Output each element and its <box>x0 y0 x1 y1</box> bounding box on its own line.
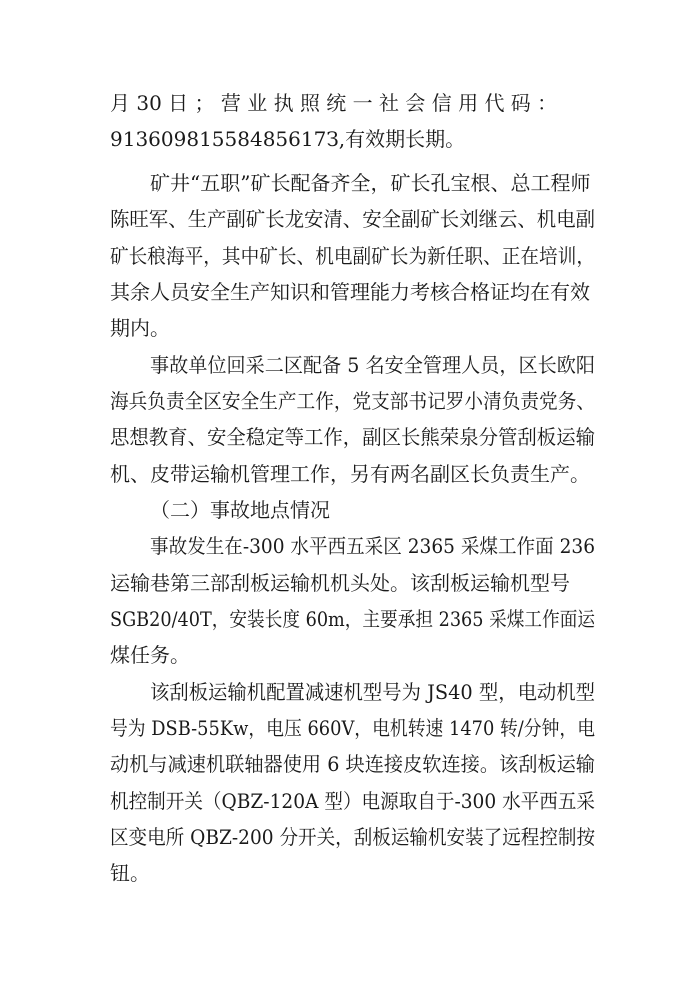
text-line: 事故单位回采二区配备 5 名安全管理人员，区长欧阳 <box>150 353 596 377</box>
text-line: 其余人员安全生产知识和管理能力考核合格证均在有效 <box>110 280 590 304</box>
text-line: 该刮板运输机配置减速机型号为 JS40 型，电动机型 <box>150 680 595 704</box>
text-line: 运输巷第三部刮板运输机机头处。该刮板运输机型号 <box>110 571 570 595</box>
text-line: 动机与减速机联轴器使用 6 块连接皮软连接。该刮板运输 <box>110 752 595 776</box>
text-line: 期内。 <box>110 316 170 340</box>
text-line: 号为 DSB-55Kw，电压 660V，电机转速 1470 转/分钟，电 <box>110 716 596 740</box>
text-line: 钮。 <box>110 861 150 885</box>
text-line: 机控制开关（QBZ-120A 型）电源取自于-300 水平西五采 <box>110 789 596 813</box>
text-line: 矿井“五职”矿长配备齐全，矿长孔宝根、总工程师 <box>150 171 591 195</box>
text-line: 91360981558485617З,有效期长期。 <box>110 127 466 151</box>
text-line: 思想教育、安全稳定等工作，副区长熊荣泉分管刮板运输 <box>110 425 595 449</box>
text-line: 矿长稂海平，其中矿长、机电副矿长为新任职、正在培训， <box>110 244 596 268</box>
text-line: 海兵负责全区安全生产工作，党支部书记罗小清负责党务、 <box>110 389 596 413</box>
text-line: 区变电所 QBZ-200 分开关，刮板运输机安装了远程控制按 <box>110 825 596 849</box>
section-heading: （二）事故地点情况 <box>150 498 330 522</box>
text-line: 事故发生在-300 水平西五采区 2365 采煤工作面 236 <box>150 534 596 558</box>
text-line: 机、皮带运输机管理工作，另有两名副区长负责生产。 <box>110 462 590 486</box>
text-line: 陈旺军、生产副矿长龙安清、安全副矿长刘继云、机电副 <box>110 207 595 231</box>
text-line: 煤任务。 <box>110 643 190 667</box>
text-line: SGB20/40T，安装长度 60m，主要承担 2365 采煤工作面运 <box>110 607 595 631</box>
text-line: 月 30 日 ； 营 业 执 照 统 一 社 会 信 用 代 码 ： <box>110 91 558 115</box>
